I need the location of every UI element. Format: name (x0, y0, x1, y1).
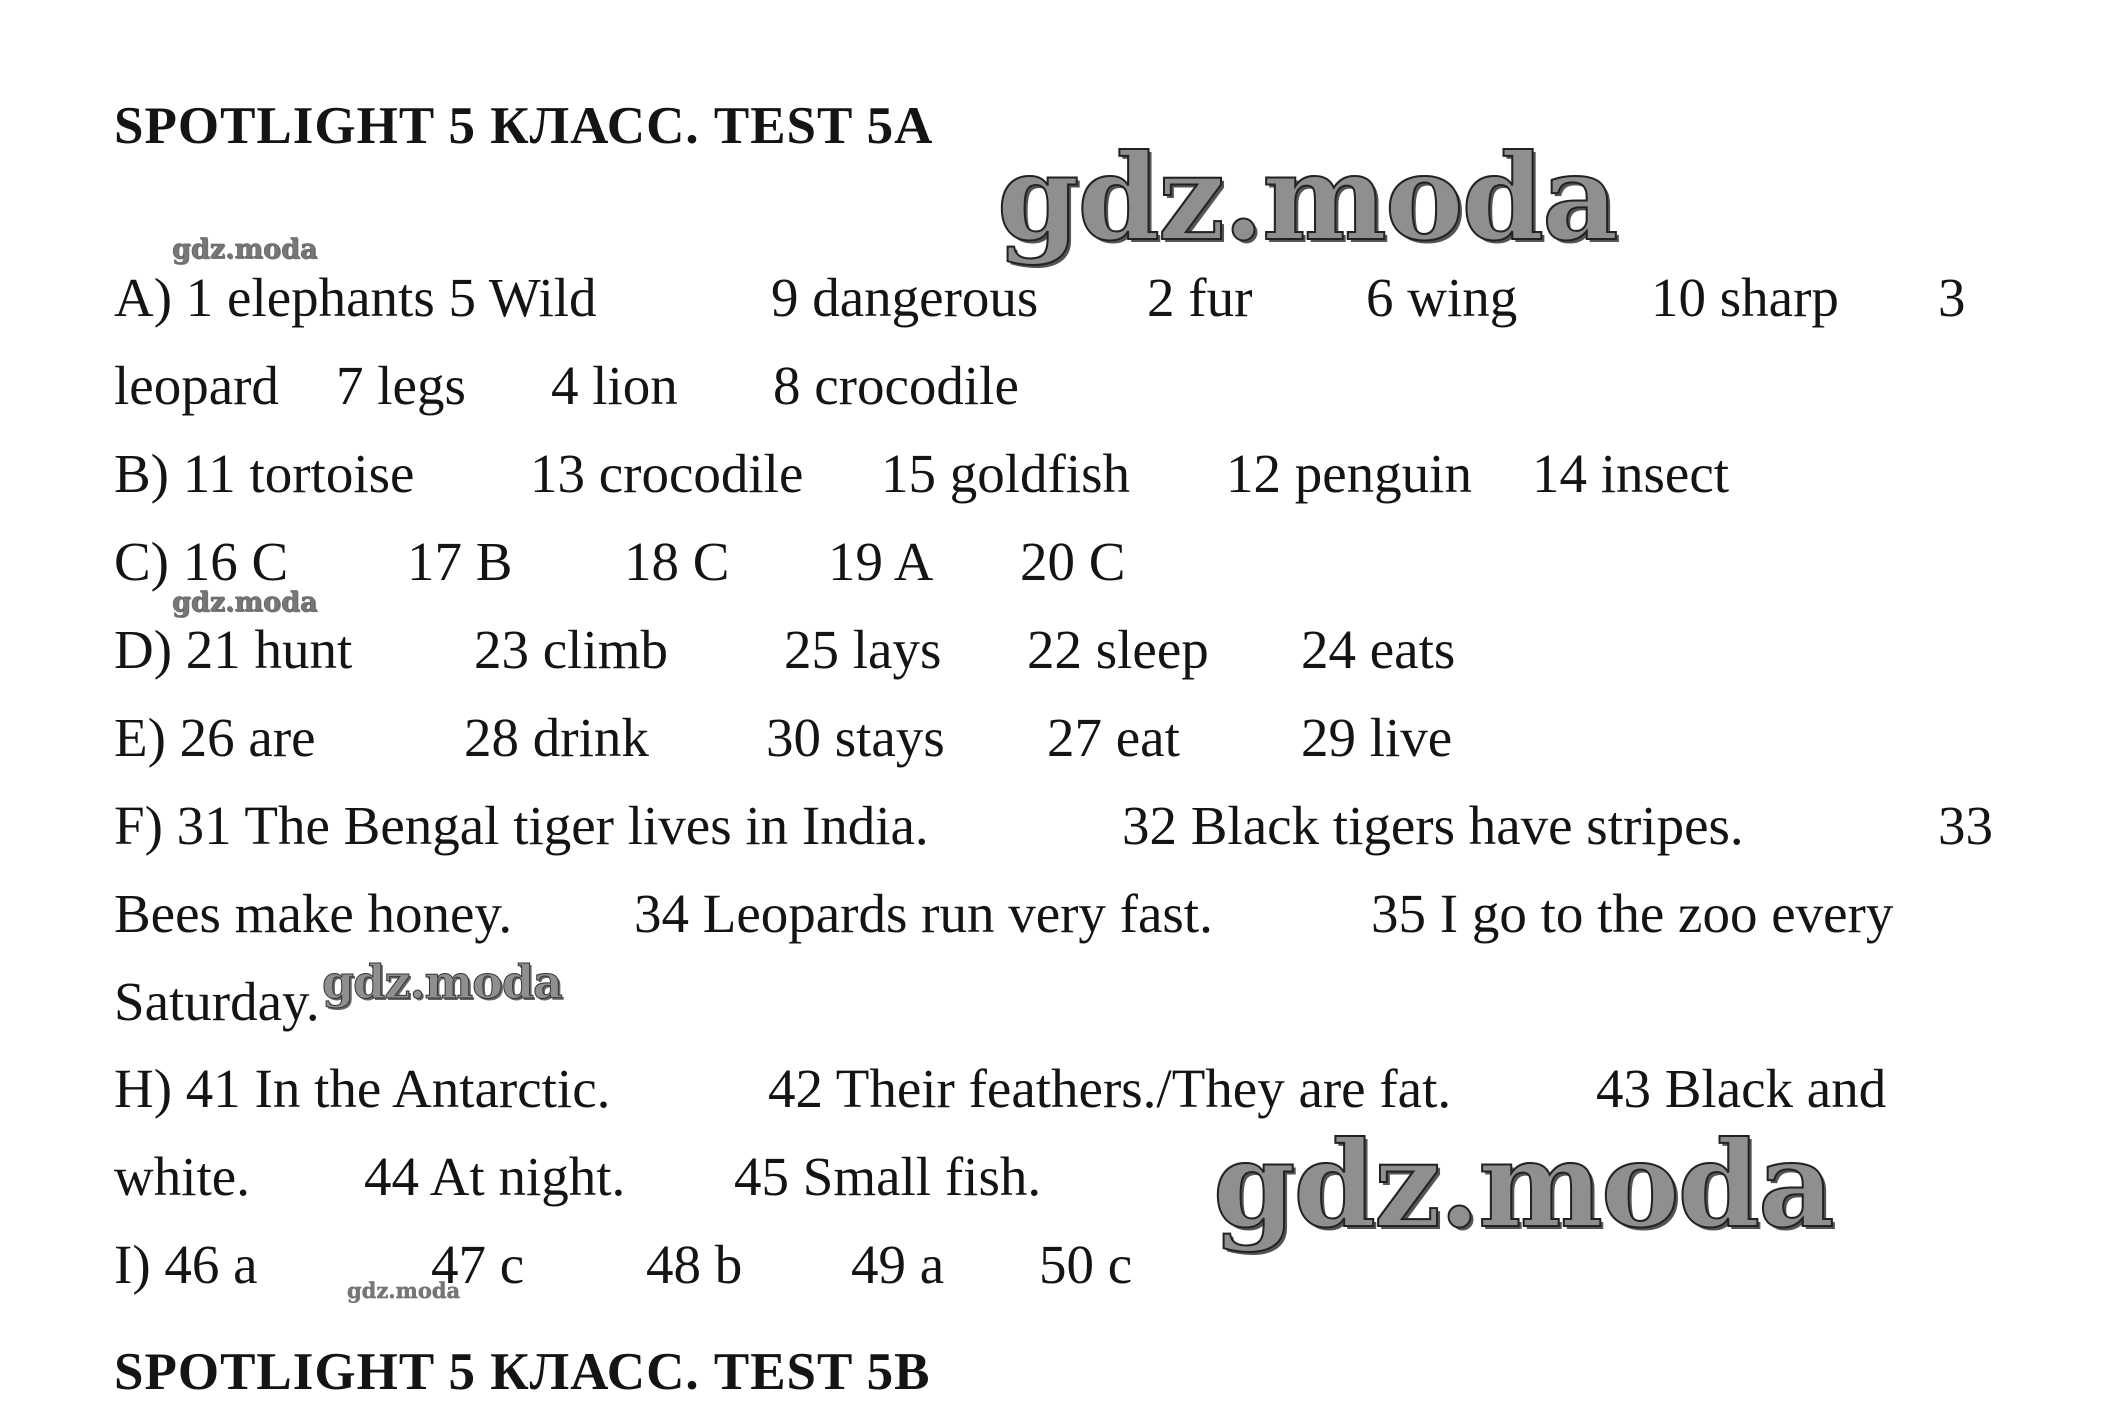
answer-segment: 9 dangerous (771, 267, 1039, 328)
answer-segment: I) 46 a (114, 1234, 258, 1295)
answer-segment: B) 11 tortoise (114, 443, 415, 504)
answer-segment: H) 41 In the Antarctic. (114, 1058, 611, 1119)
answer-segment: 25 lays (784, 619, 942, 680)
answer-segment: 20 C (1020, 531, 1126, 592)
answer-segment: 4 lion (551, 355, 678, 416)
answer-segment: 30 stays (766, 707, 945, 768)
watermark-logo: gdz.moda (1213, 1115, 1833, 1254)
answer-segment: 50 c (1039, 1234, 1133, 1295)
answer-segment: 32 Black tigers have stripes. (1122, 795, 1744, 856)
answer-segment: Bees make honey. (114, 883, 513, 944)
answer-segment: 22 sleep (1027, 619, 1209, 680)
answer-segment: white. (114, 1146, 250, 1207)
answer-segment: 48 b (646, 1234, 743, 1295)
answer-segment: Saturday. (114, 971, 320, 1032)
answer-segment: 33 (1938, 795, 1993, 856)
answer-segment: 6 wing (1366, 267, 1518, 328)
next-test-title-cropped (114, 1343, 1214, 1401)
answer-segment: 34 Leopards run very fast. (634, 883, 1213, 944)
answer-segment: 43 Black and (1596, 1058, 1887, 1119)
answer-segment: 49 a (851, 1234, 945, 1295)
answer-segment: leopard (114, 355, 279, 416)
answer-segment: 17 B (407, 531, 513, 592)
answer-segment: 24 eats (1301, 619, 1456, 680)
answer-segment: 8 crocodile (773, 355, 1019, 416)
answer-segment: A) 1 elephants 5 Wild (114, 267, 597, 328)
answer-segment: 45 Small fish. (734, 1146, 1042, 1207)
watermark-logo: gdz.moda (172, 587, 318, 618)
answer-segment: 18 C (624, 531, 730, 592)
answer-segment: 19 A (828, 531, 934, 592)
answer-segment: 23 climb (474, 619, 669, 680)
answer-segment: 13 crocodile (530, 443, 804, 504)
watermark-logo: gdz.moda (997, 128, 1617, 267)
answer-segment: 7 legs (336, 355, 466, 416)
answer-segment: 3 (1938, 267, 1966, 328)
next-test-title: SPOTLIGHT 5 КЛАСС. TEST 5B (114, 1343, 931, 1401)
answer-segment: 15 goldfish (881, 443, 1131, 504)
answer-segment: F) 31 The Bengal tiger lives in India. (114, 795, 929, 856)
answer-segment: 35 I go to the zoo every (1371, 883, 1894, 944)
answer-segment: 27 eat (1047, 707, 1180, 768)
answer-segment: E) 26 are (114, 707, 316, 768)
answer-segment: 14 insect (1532, 443, 1730, 504)
answer-segment: C) 16 C (114, 531, 289, 592)
answer-segment: 29 live (1301, 707, 1453, 768)
answer-segment: 44 At night. (364, 1146, 626, 1207)
answer-segment: 2 fur (1147, 267, 1253, 328)
answer-segment: 47 c (431, 1234, 525, 1295)
watermark-logo: gdz.moda (347, 1278, 461, 1303)
answer-segment: 12 penguin (1226, 443, 1472, 504)
answer-segment: 42 Their feathers./They are fat. (768, 1058, 1452, 1119)
answer-segment: D) 21 hunt (114, 619, 353, 680)
answer-segment: 10 sharp (1651, 267, 1839, 328)
watermark-logo: gdz.moda (172, 234, 318, 265)
page-title: SPOTLIGHT 5 КЛАСС. TEST 5A (114, 97, 934, 155)
watermark-logo: gdz.moda (322, 955, 562, 1009)
answer-segment: 28 drink (464, 707, 649, 768)
